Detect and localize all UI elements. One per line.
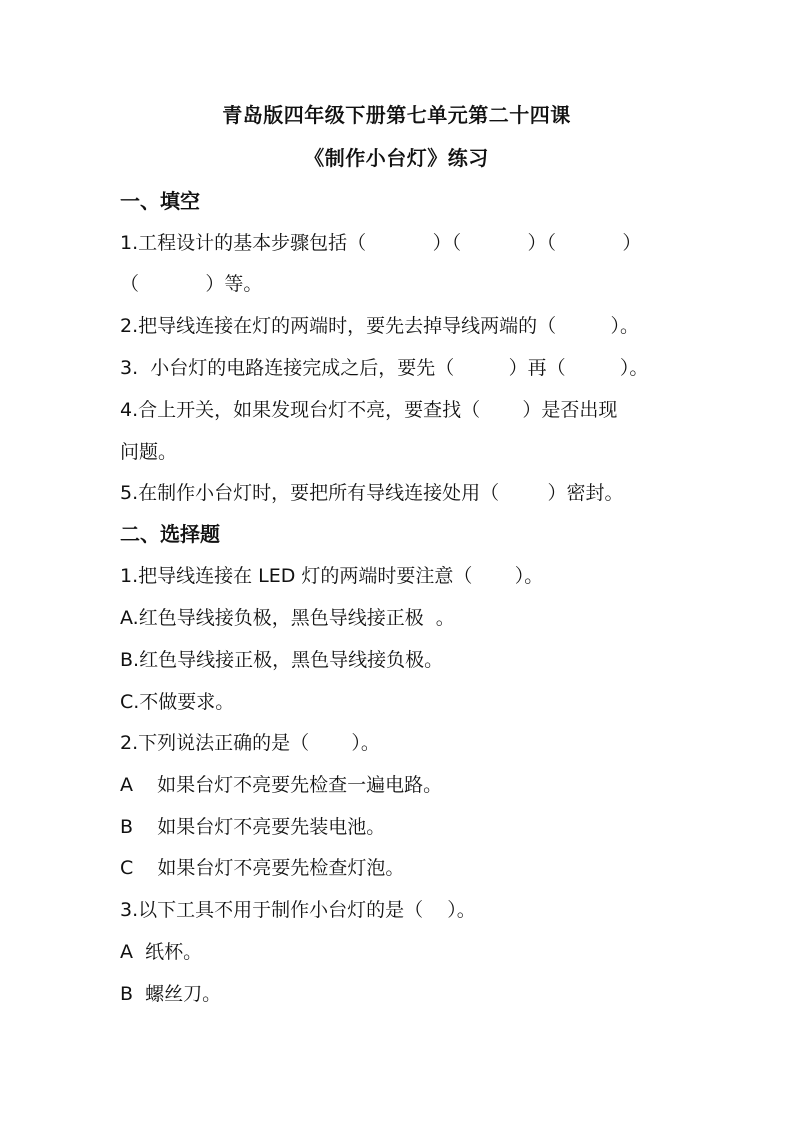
question-line: 3.以下工具不用于制作小台灯的是（ ）。 — [120, 899, 476, 921]
option-line: B 螺丝刀。 — [120, 983, 222, 1005]
option-line: B 如果台灯不亮要先装电池。 — [120, 816, 386, 838]
option-line: A.红色导线接负极，黑色导线接正极 。 — [120, 607, 455, 629]
option-line: A 纸杯。 — [120, 941, 203, 963]
worksheet-title: 青岛版四年级下册第七单元第二十四课 — [222, 103, 571, 127]
question-line: 4.合上开关，如果发现台灯不亮，要查找（ ）是否出现 — [120, 399, 618, 421]
question-line: 问题。 — [120, 441, 178, 463]
question-line: 1.工程设计的基本步骤包括（ ）（ ）（ ） — [120, 232, 642, 254]
section-heading-choice: 二、选择题 — [120, 522, 220, 546]
question-line: 2.把导线连接在灯的两端时，要先去掉导线两端的（ ）。 — [120, 315, 639, 337]
question-line: （ ）等。 — [120, 273, 263, 295]
section-heading-fill-blank: 一、填空 — [120, 189, 200, 213]
option-line: C 如果台灯不亮要先检查灯泡。 — [120, 857, 405, 879]
option-line: A 如果台灯不亮要先检查一遍电路。 — [120, 774, 443, 796]
option-line: B.红色导线接正极，黑色导线接负极。 — [120, 649, 444, 671]
question-line: 5.在制作小台灯时，要把所有导线连接处用（ ）密封。 — [120, 482, 624, 504]
question-line: 1.把导线连接在 LED 灯的两端时要注意（ ）。 — [120, 565, 544, 587]
worksheet-subtitle: 《制作小台灯》练习 — [304, 146, 489, 170]
option-line: C.不做要求。 — [120, 691, 235, 713]
question-line: 3. 小台灯的电路连接完成之后，要先（ ）再（ ）。 — [120, 357, 649, 379]
question-line: 2.下列说法正确的是（ ）。 — [120, 732, 380, 754]
